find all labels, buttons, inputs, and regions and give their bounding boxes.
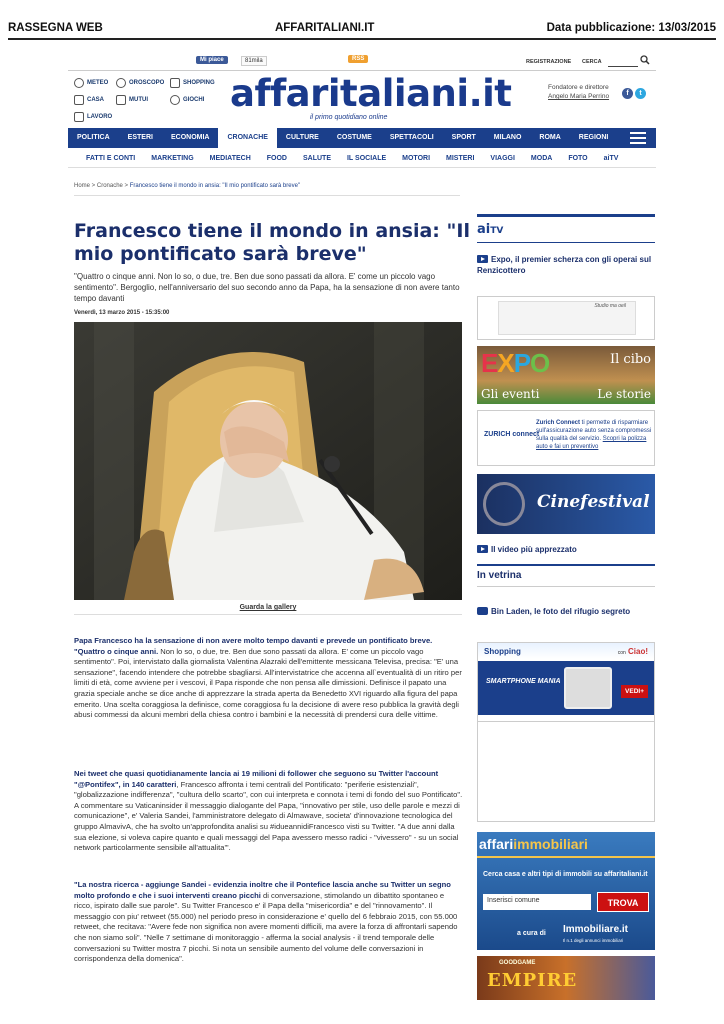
subnav-mediatech[interactable]: MEDIATECH [209, 155, 251, 162]
article-paragraph-1 [74, 636, 464, 721]
breadcrumb: Home > Cronache > Francesco tiene il mondo in ansia: "Il mio pontificato sarà breve" [74, 183, 301, 189]
shopping-title: Shopping [484, 647, 521, 656]
sketch-ad-banner[interactable] [477, 296, 655, 340]
zurich-logo: ZURICH connect [484, 431, 540, 438]
trova-button[interactable]: TROVA [597, 892, 649, 912]
subnav-motori[interactable]: MOTORI [402, 155, 431, 162]
breadcrumb-home[interactable]: Home [74, 183, 91, 189]
shopping-band [478, 661, 654, 715]
article-paragraph-1-lead: Papa Francesco ha la sensazione di non avere molto tempo davanti e prevede un pontificato breve. "Quattro o cinque anni. [74, 636, 433, 656]
header-link-lavoro[interactable]: LAVORO [74, 112, 112, 122]
header-link-mutui[interactable]: MUTUI [116, 95, 148, 105]
article-lede: "Quattro o cinque anni. Non lo so, o due, tre. Ben due sono passati da allora. E' come un piccolo vago sentimento". Bergoglio, nell'anniversario del suo secondo anno da Papa, ha la sensazione di non avere tanto tempo davanti [74, 272, 460, 303]
immo-title: affariimmobiliari [479, 836, 588, 852]
header-link-shopping[interactable]: SHOPPING [170, 78, 215, 88]
immo-description: Cerca casa e altri tipi di immobili su affaritaliani.it [483, 871, 648, 878]
site-tagline: il primo quotidiano online [310, 114, 388, 121]
popular-video-link[interactable]: Il video più apprezzato [477, 544, 657, 555]
article-photo[interactable] [74, 322, 462, 600]
subnav-fatti-e-conti[interactable]: FATTI E CONTI [86, 155, 136, 162]
subnav-moda[interactable]: MODA [530, 155, 553, 162]
expo-logo: EXPO [481, 348, 550, 378]
cloud-icon [74, 78, 84, 88]
bin-laden-link[interactable]: Bin Laden, le foto del rifugio segreto [477, 606, 657, 617]
zurich-connect-ad[interactable] [477, 410, 655, 466]
nav-economia[interactable]: ECONOMIA [170, 134, 210, 141]
nav-culture[interactable]: CULTURE [285, 134, 319, 141]
search-input[interactable] [608, 63, 638, 67]
header-link-meteo[interactable]: METEO [74, 78, 108, 88]
founder-name-link[interactable]: Angelo Maria Perrino [548, 93, 610, 100]
search-label: CERCA [582, 59, 602, 65]
goodgame-empire-ad[interactable] [477, 956, 655, 1000]
bank-icon [116, 95, 126, 105]
zurich-quote-link[interactable]: Scopri la polizza auto e fai un preventivo [536, 436, 647, 450]
social-links [622, 88, 646, 99]
utility-divider [68, 70, 656, 71]
registration-link[interactable]: REGISTRAZIONE [526, 59, 572, 65]
empire-logo: EMPIRE [487, 970, 578, 991]
press-review-label: RASSEGNA WEB [8, 22, 103, 34]
nav-spettacoli[interactable]: SPETTACOLI [389, 134, 434, 141]
subnav-viaggi[interactable]: VIAGGI [490, 155, 515, 162]
aitv-divider [477, 242, 655, 243]
briefcase-icon [74, 112, 84, 122]
search-icon[interactable] [640, 55, 650, 65]
house-icon [74, 95, 84, 105]
article-paragraph-2-lead: Nei tweet che quasi quotidianamente lancia ai 19 milioni di follower che seguono su Twitter l'account "@Pontifex", in 140 caratteri [74, 769, 439, 789]
rss-button[interactable]: RSS [348, 55, 368, 63]
expo-banner[interactable] [477, 346, 655, 404]
facebook-like-button[interactable]: Mi piace [196, 56, 228, 64]
subnav-salute[interactable]: SALUTE [302, 155, 331, 162]
zurich-ad-text: Zurich Connect ti permette di risparmiare sull'assicurazione auto senza compromessi sulla qualità del servizio. Scopri la polizza auto e fai un preventivo [536, 420, 652, 450]
subnav-aitv[interactable]: aiTV [603, 155, 619, 162]
nav-politica[interactable]: POLITICA [77, 134, 110, 141]
header-link-oroscopo[interactable]: OROSCOPO [116, 78, 164, 88]
sub-navigation [68, 150, 656, 168]
cinefestival-title: Cinefestival [537, 492, 650, 512]
affari-immobiliari-widget [477, 832, 655, 950]
founder-label: Fondatore e direttore [548, 84, 609, 91]
nav-esteri[interactable]: ESTERI [127, 134, 153, 141]
article-title: Francesco tiene il mondo in ansia: "Il mio pontificato sarà breve" [74, 220, 471, 265]
article-paragraph-3 [74, 880, 464, 965]
smartphones-image [564, 667, 612, 709]
subnav-food[interactable]: FOOD [266, 155, 287, 162]
immo-rule [477, 856, 655, 858]
breadcrumb-section[interactable]: Cronache [96, 183, 123, 189]
header-link-giochi[interactable]: GIOCHI [170, 95, 204, 105]
nav-sport[interactable]: SPORT [451, 134, 476, 141]
vetrina-divider [477, 586, 655, 587]
sketch-ad-text: Studio ma oeil [594, 303, 626, 309]
publication-date: Data pubblicazione: 13/03/2015 [546, 22, 716, 34]
subnav-misteri[interactable]: MISTERI [446, 155, 475, 162]
projector-icon [483, 482, 525, 526]
breadcrumb-divider [74, 195, 460, 196]
aitv-section-title[interactable]: aiTV [477, 222, 504, 237]
video-play-icon [477, 255, 488, 263]
horoscope-icon [116, 78, 126, 88]
article-paragraph-3-lead: "La nostra ricerca - aggiunge Sandei - evidenzia inoltre che il Pontefice lascia anche su Twitter un segno molto profondo e che i suoi interventi creano picchi [74, 880, 451, 900]
pope-photo-illustration [74, 322, 462, 600]
site-logo[interactable]: affaritaliani.it [230, 72, 512, 115]
sidebar-empty-box [477, 722, 655, 822]
subnav-marketing[interactable]: MARKETING [151, 155, 194, 162]
camera-icon [477, 607, 488, 615]
ciao-logo: con Ciao! [617, 647, 648, 656]
breadcrumb-current: Francesco tiene il mondo in ansia: "Il mio pontificato sarà breve" [129, 183, 301, 189]
subnav-il-sociale[interactable]: IL SOCIALE [346, 155, 387, 162]
utility-bar [68, 54, 656, 70]
immobiliare-logo[interactable]: Immobiliare.it [563, 924, 629, 935]
vetrina-title: In vetrina [477, 570, 522, 581]
video-expo-link[interactable]: Expo, il premier scherza con gli operai sul Renzicottero [477, 255, 652, 275]
main-navigation [68, 128, 656, 148]
immo-curated-by: a cura di [517, 930, 546, 937]
goodgame-label: GOODGAME [499, 960, 536, 966]
gallery-link[interactable]: Guarda la gallery [239, 604, 297, 611]
menu-icon[interactable] [630, 132, 646, 144]
gallery-divider [74, 614, 462, 615]
vetrina-rule [477, 564, 655, 566]
gamepad-icon [170, 95, 180, 105]
video-play-icon [477, 545, 488, 553]
smartphone-mania-text: SMARTPHONE MANIA [486, 678, 561, 685]
header-link-casa[interactable]: CASA [74, 95, 104, 105]
nav-regioni[interactable]: REGIONI [578, 134, 609, 141]
nav-cronache[interactable]: CRONACHE [218, 128, 276, 148]
vedi-button[interactable]: VEDI+ [621, 685, 648, 698]
bag-icon [170, 78, 180, 88]
article-date: Venerdì, 13 marzo 2015 - 15:35:00 [74, 310, 170, 316]
subnav-foto[interactable]: FOTO [568, 155, 588, 162]
press-review-source: AFFARITALIANI.IT [274, 22, 375, 34]
shopping-ad[interactable] [477, 642, 655, 722]
nav-roma[interactable]: ROMA [539, 134, 561, 141]
facebook-icon[interactable]: f [622, 88, 633, 99]
sidebar-top-rule [477, 214, 655, 217]
article-paragraph-1-text: Non lo so, o due, tre. Ben due sono passati da allora. E' come un piccolo vago sentimento". Poi, intervistato dalla giornalista Valentina Alazraki dell'emittente messicana Televisa, precisa: "E' una sensazione", facendo intendere che potrebbe sbagliarsi. All'intervistatrice che accenna all`eventualità di un ritiro per limiti di età, come avviene per i vescovi, il Papa risponde che non pensa alle dimissioni. Definisce il papato una grazia speciale anche se dice anche di apprezzare la strada aperta da Benedetto XVI riguardo alla figura del papa emerito. Una scelta coraggiosa la definisce, come coraggiosa fu la decisione di avere reso pubblica la gravità degli abusi commessi da alcuni membri della chiesa contro i bambini e la necessità di prendersi cura delle vittime. [74, 646, 462, 720]
expo-gli-eventi: Gli eventi [481, 387, 540, 401]
nav-milano[interactable]: MILANO [493, 134, 522, 141]
press-review-header [8, 18, 716, 40]
cinefestival-banner[interactable] [477, 474, 655, 534]
immobiliare-subtitle: Il n.1 degli annunci immobiliari [563, 938, 624, 943]
article-paragraph-2 [74, 769, 464, 854]
nav-costume[interactable]: COSTUME [336, 134, 372, 141]
facebook-like-count: 81mila [241, 56, 267, 66]
expo-il-cibo: Il cibo [609, 352, 651, 367]
article-paragraph-3-text: di conversazione, stimolando un dibattito spontaneo e ricco, ispirato dalle sue parole". Su Twitter Francesco e' il Papa della "misericordia" e del "rinnovamento". Il messaggio con piu' retweet (55.000) nel periodo preso in considerazione e' quello del 6 febbraio 2015, con 55.000 retweet, che recitava: "Avere fede non significa non avere momenti difficili, ma avere la forza di affrontarli sapendo che non siamo soli". "Nelle 7 settimane di monitoraggio - afferma la social analysis - il trend temporale delle conversazioni su Twitter mostra 7 picchi. Si nota un sensibile aumento del volume delle conversazioni in corrispondenza della domenica". [74, 890, 458, 964]
article-paragraph-2-text: , Francesco affronta i temi centrali del Pontificato: "periferie esistenziali", "globalizzazione indifferenza", "cultura dello scarto", con cui interpreta e connota i temi di fondo del suo Pontificato". A commentare su Vaticaninsider il messaggio dialogante del Papa, "innovativo per stile, uso delle parole e mezzi di comunicazione", e' Valeria Sandei, l'amministratore delegato di Almawave, societa' d'innovazione tecnologica del gruppo AlmavivA, che ha svolto un'approfondita analisi su #idueannidiFrancesco visti su Twitter. "A due anni dalla sua elezione, si voleva capire quanto e quali messaggi del Papa avessero messo radici - "vivessero" - su un social network particolarmente sensibile all'attualita'". [74, 779, 463, 853]
comune-search-input[interactable]: Inserisci comune [483, 894, 591, 910]
expo-le-storie: Le storie [597, 387, 651, 401]
founder-info [548, 83, 609, 101]
twitter-icon[interactable]: t [635, 88, 646, 99]
